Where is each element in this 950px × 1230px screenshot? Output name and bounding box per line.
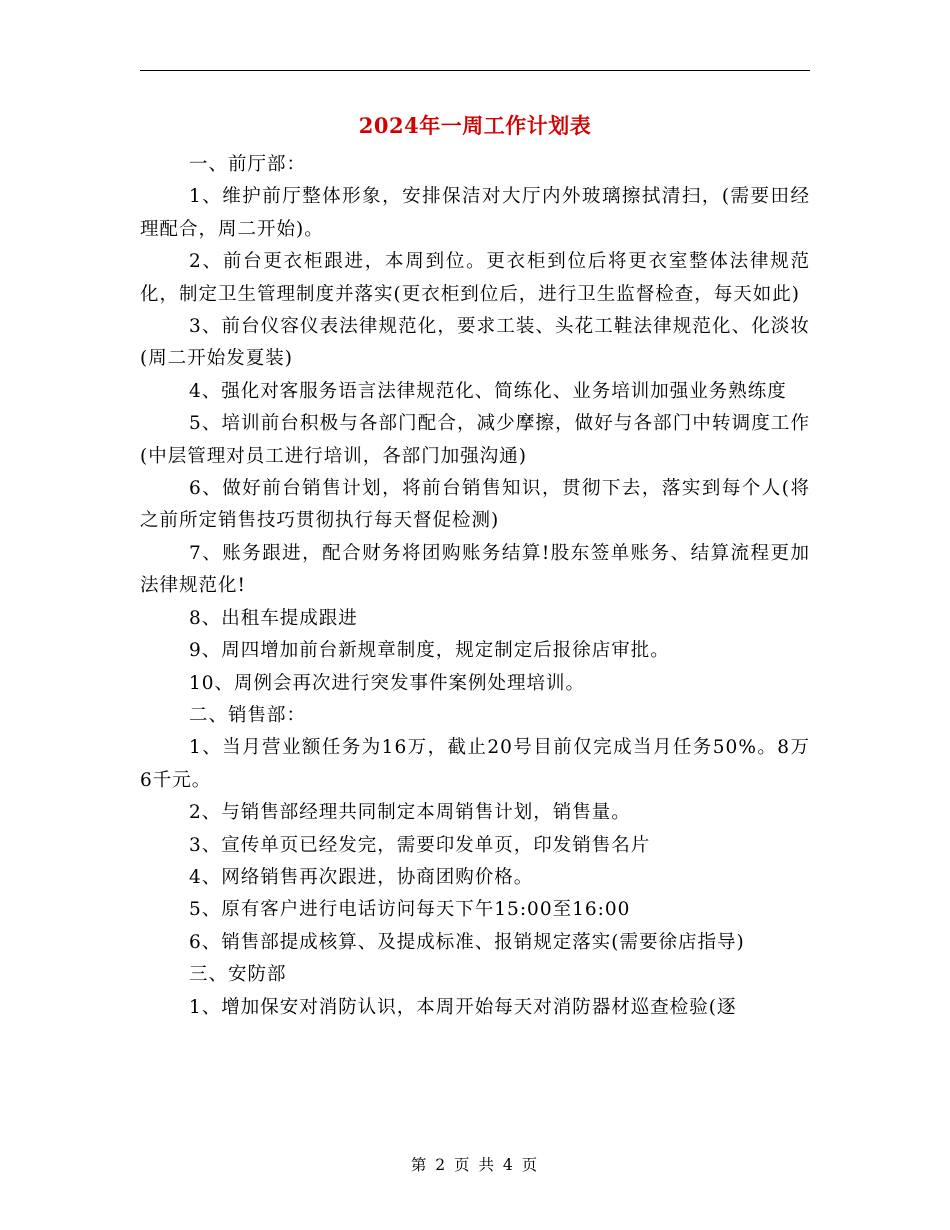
paragraph: 1、增加保安对消防认识，本周开始每天对消防器材巡查检验(逐 xyxy=(189,996,737,1018)
page-number: 第 2 页 共 4 页 xyxy=(410,1156,540,1174)
paragraph: 6、销售部提成核算、及提成标准、报销规定落实(需要徐店指导) xyxy=(189,931,745,953)
paragraph: 6、做好前台销售计划，将前台销售知识，贯彻下去，落实到每个人(将之前所定销售技巧贯彻执行每天督促检测) xyxy=(140,478,810,532)
paragraph: 9、周四增加前台新规章制度，规定制定后报徐店审批。 xyxy=(189,640,670,662)
paragraph: 10、周例会再次进行突发事件案例处理培训。 xyxy=(189,672,586,694)
section-heading-security: 三、安防部 xyxy=(189,964,287,986)
paragraph: 3、宣传单页已经发完，需要印发单页，印发销售名片 xyxy=(189,834,651,856)
paragraph: 8、出租车提成跟进 xyxy=(189,607,358,629)
paragraph: 7、账务跟进，配合财务将团购账务结算!股东签单账务、结算流程更加法律规范化! xyxy=(140,542,810,597)
document-body xyxy=(140,149,810,1024)
paragraph: 2、前台更衣柜跟进，本周到位。更衣柜到位后将更衣室整体法律规范化，制定卫生管理制度并落实(更衣柜到位后，进行卫生监督检查，每天如此) xyxy=(140,251,810,305)
paragraph: 4、网络销售再次跟进，协商团购价格。 xyxy=(189,866,534,888)
section-heading-sales: 二、销售部： xyxy=(189,704,307,726)
section-heading-front-office: 一、前厅部： xyxy=(189,154,307,175)
paragraph: 2、与销售部经理共同制定本周销售计划，销售量。 xyxy=(189,802,631,824)
paragraph: 5、原有客户进行电话访问每天下午15:00至16:00 xyxy=(189,899,631,921)
paragraph: 4、强化对客服务语言法律规范化、简练化、业务培训加强业务熟练度 xyxy=(189,380,787,402)
paragraph: 1、当月营业额任务为16万，截止20号目前仅完成当月任务50%。8万6千元。 xyxy=(140,737,810,791)
paragraph: 5、培训前台积极与各部门配合，减少摩擦，做好与各部门中转调度工作(中层管理对员工进行培训，各部门加强沟通) xyxy=(140,413,810,467)
document-title: 2024年一周工作计划表 xyxy=(358,113,592,138)
header-rule xyxy=(140,70,810,71)
paragraph: 1、维护前厅整体形象，安排保洁对大厅内外玻璃擦拭清扫，(需要田经理配合，周二开始)。 xyxy=(140,186,810,240)
paragraph: 3、前台仪容仪表法律规范化，要求工装、头花工鞋法律规范化、化淡妆(周二开始发夏装) xyxy=(140,316,810,370)
